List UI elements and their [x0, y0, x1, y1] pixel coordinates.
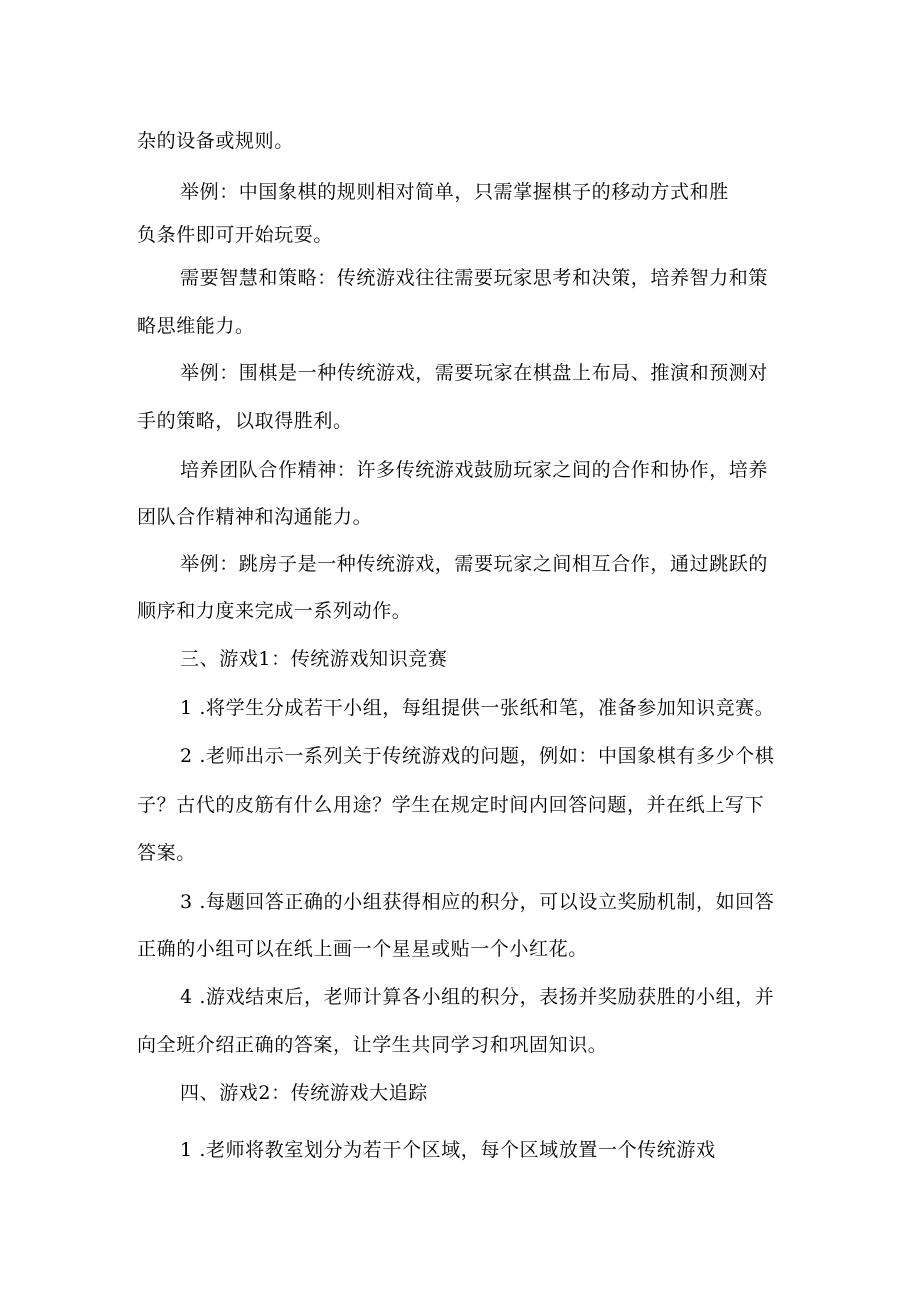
text-line: 团队合作精神和沟通能力。: [137, 506, 373, 528]
text-line: 杂的设备或规则。: [137, 130, 294, 152]
text-line: 正确的小组可以在纸上画一个星星或贴一个小红花。: [137, 938, 588, 960]
text-line: 1 .老师将教室划分为若干个区域，每个区域放置一个传统游戏: [180, 1139, 716, 1161]
text-line: 举例：围棋是一种传统游戏，需要玩家在棋盘上布局、推演和预测对: [180, 362, 769, 384]
text-line: 2 .老师出示一系列关于传统游戏的问题，例如：中国象棋有多少个棋: [180, 745, 775, 767]
section-heading: 四、游戏2：传统游戏大追踪: [180, 1082, 428, 1104]
text-line: 向全班介绍正确的答案，让学生共同学习和巩固知识。: [137, 1034, 608, 1056]
text-line: 举例：中国象棋的规则相对简单，只需掌握棋子的移动方式和胜: [180, 181, 729, 203]
text-line: 答案。: [137, 842, 196, 864]
text-line: 4 .游戏结束后，老师计算各小组的积分，表扬并奖励获胜的小组，并: [180, 986, 775, 1008]
text-line: 培养团队合作精神：许多传统游戏鼓励玩家之间的合作和协作，培养: [180, 459, 769, 481]
text-line: 手的策略，以取得胜利。: [137, 410, 353, 432]
text-line: 3 .每题回答正确的小组获得相应的积分，可以设立奖励机制，如回答: [180, 891, 775, 913]
text-line: 需要智慧和策略：传统游戏往往需要玩家思考和决策，培养智力和策: [180, 267, 769, 289]
text-line: 负条件即可开始玩耍。: [137, 224, 334, 246]
text-line: 举例：跳房子是一种传统游戏，需要玩家之间相互合作，通过跳跃的: [180, 553, 769, 575]
text-line: 1 .将学生分成若干小组，每组提供一张纸和笔，准备参加知识竞赛。: [180, 697, 775, 719]
text-line: 子？古代的皮筋有什么用途？学生在规定时间内回答问题，并在纸上写下: [137, 794, 765, 816]
section-heading: 三、游戏1：传统游戏知识竞赛: [180, 648, 448, 670]
text-line: 顺序和力度来完成一系列动作。: [137, 600, 412, 622]
text-line: 略思维能力。: [137, 315, 255, 337]
